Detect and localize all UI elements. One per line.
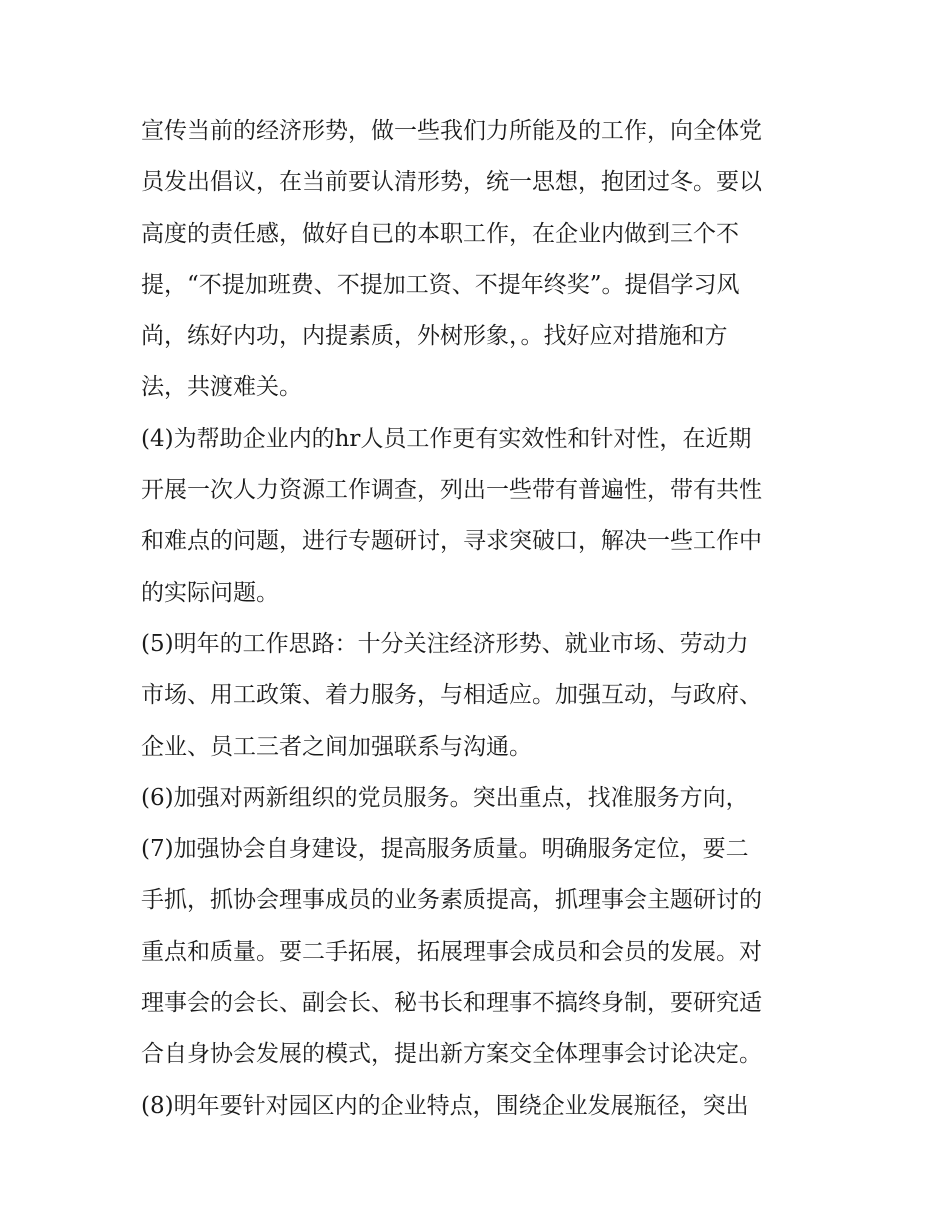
paragraph-line: 企业、员工三者之间加强联系与沟通。 bbox=[141, 733, 532, 760]
paragraph-line: 法，共渡难关。 bbox=[141, 374, 302, 401]
paragraph-line: (6)加强对两新组织的党员服务。突出重点，找准服务方向， bbox=[141, 784, 749, 811]
paragraph-line: 重点和质量。要二手拓展，拓展理事会成员和会员的发展。对 bbox=[141, 938, 762, 965]
paragraph-line: 高度的责任感，做好自已的本职工作，在企业内做到三个不 bbox=[141, 220, 739, 247]
paragraph-line: 提，“不提加班费、不提加工资、不提年终奖”。提倡学习风 bbox=[141, 271, 740, 298]
paragraph-line: (4)为帮助企业内的hr人员工作更有实效性和针对性，在近期 bbox=[141, 425, 752, 452]
paragraph-line: 合自身协会发展的模式，提出新方案交全体理事会讨论决定。 bbox=[141, 1041, 762, 1068]
paragraph-line: 员发出倡议，在当前要认清形势，统一思想，抱团过冬。要以 bbox=[141, 169, 762, 196]
paragraph-line: 宣传当前的经济形势，做一些我们力所能及的工作，向全体党 bbox=[141, 118, 762, 144]
paragraph-line: (8)明年要针对园区内的企业特点，围绕企业发展瓶径，突出 bbox=[141, 1092, 749, 1119]
paragraph-line: 的实际问题。 bbox=[141, 579, 279, 606]
paragraph-line: (7)加强协会自身建设，提高服务质量。明确服务定位，要二 bbox=[141, 836, 749, 863]
paragraph-line: 市场、用工政策、着力服务，与相适应。加强互动，与政府、 bbox=[141, 682, 762, 709]
document-body bbox=[141, 106, 821, 1132]
paragraph-line: 开展一次人力资源工作调查，列出一些带有普遍性，带有共性 bbox=[141, 477, 762, 504]
paragraph-line: 尚，练好内功，内提素质，外树形象，。找好应对措施和方 bbox=[141, 323, 728, 350]
paragraph-line: 和难点的问题，进行专题研讨，寻求突破口，解决一些工作中 bbox=[141, 528, 762, 555]
paragraph-line: (5)明年的工作思路：十分关注经济形势、就业市场、劳动力 bbox=[141, 630, 749, 657]
paragraph-line: 理事会的会长、副会长、秘书长和理事不搞终身制，要研究适 bbox=[141, 990, 762, 1017]
paragraph-line: 手抓，抓协会理事成员的业务素质提高，抓理事会主题研讨的 bbox=[141, 887, 762, 914]
